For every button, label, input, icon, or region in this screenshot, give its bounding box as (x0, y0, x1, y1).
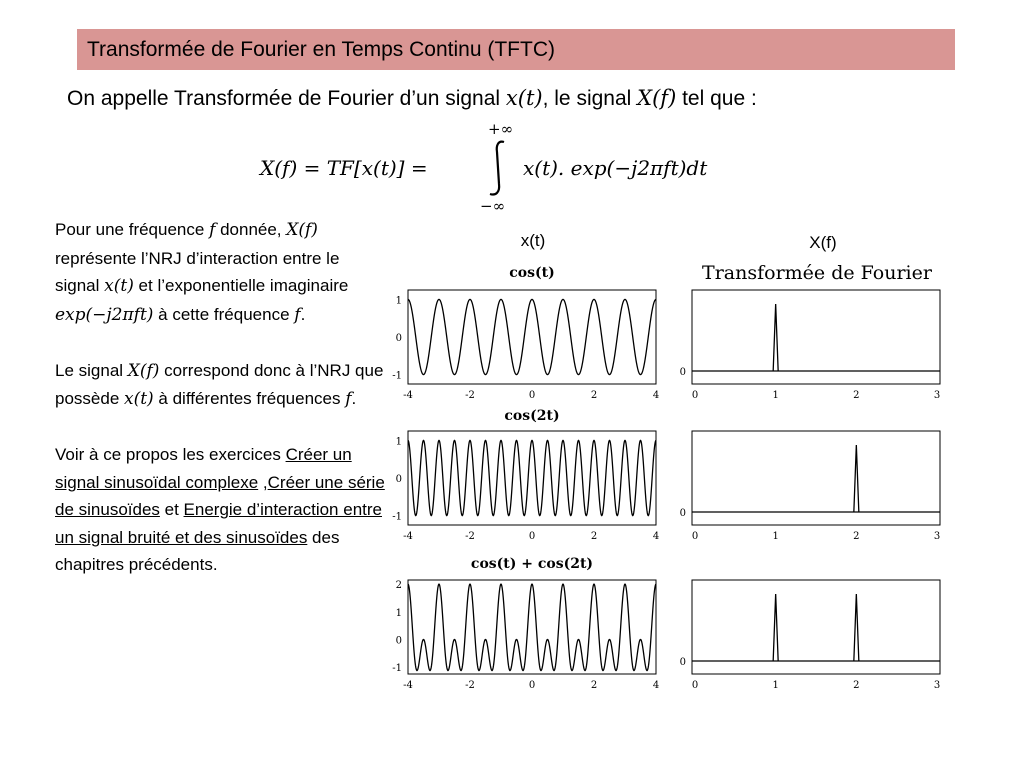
p2-var: x(t) (124, 389, 154, 409)
x-tick-label: -4 (403, 531, 413, 542)
p2-text: à différentes fréquences (153, 389, 346, 408)
formula-lhs: X(f) = TF[x(t)] = (260, 156, 428, 180)
y-tick-label: 0 (395, 474, 402, 485)
spectrum-peak (854, 445, 859, 512)
signal-curve (408, 440, 656, 515)
x-tick-label: 3 (933, 390, 941, 401)
x-tick-label: 1 (772, 390, 779, 401)
p1-var: f (209, 220, 216, 240)
p2-text: Le signal (55, 360, 128, 380)
y-tick-label: 0 (679, 508, 686, 519)
paragraph-2 (55, 357, 385, 414)
left-plot-title: cos(t) + cos(2t) (470, 556, 594, 572)
x-tick-label: -4 (403, 680, 413, 691)
y-tick-label: 0 (679, 657, 686, 668)
x-tick-label: 0 (528, 680, 536, 691)
p2-var: X(f) (127, 360, 160, 381)
link-creer-serie-sinusoides[interactable]: Créer une série de sinusoïdes (55, 472, 385, 519)
p2-var: f (345, 389, 352, 409)
intro-var-xf: X(f) (637, 86, 677, 110)
y-tick-label: -1 (392, 370, 402, 382)
p2-text: correspond donc à l’NRJ que possède (55, 360, 384, 408)
integral-upper-bound: +∞ (488, 120, 514, 138)
link-energie-interaction[interactable]: Energie d’interaction entre un signal bruité et des sinusoïdes (55, 500, 382, 547)
y-tick-label: 2 (395, 580, 402, 592)
paragraph-3 (55, 441, 385, 579)
p3-text: Voir à ce propos les exercices (55, 445, 286, 464)
x-tick-label: -2 (465, 390, 475, 401)
x-tick-label: 0 (691, 390, 699, 401)
y-tick-label: 0 (395, 635, 402, 647)
x-tick-label: -2 (465, 531, 475, 542)
y-tick-label: 0 (679, 367, 686, 378)
p1-var: exp(−j2πft) (55, 304, 154, 325)
x-tick-label: 1 (772, 531, 779, 542)
x-tick-label: 0 (528, 531, 536, 542)
right-plot-frame (692, 580, 940, 674)
x-tick-label: -2 (465, 680, 475, 691)
x-tick-label: 0 (691, 680, 699, 691)
integral-sign-icon (478, 138, 518, 198)
right-column-header: X(f) (809, 233, 837, 252)
x-tick-label: 3 (933, 531, 941, 542)
fourier-formula (0, 120, 1024, 215)
p1-text: Pour une fréquence (55, 220, 210, 239)
right-plot-title: Transformée de Fourier (702, 262, 932, 284)
intro-text-2: , le signal (542, 87, 638, 110)
y-tick-label: 1 (395, 295, 402, 307)
right-plot-frame (692, 431, 940, 525)
integral-lower-bound: −∞ (480, 197, 506, 215)
x-tick-label: 1 (772, 680, 779, 691)
left-plot-title: cos(t) (509, 265, 555, 281)
spectrum-peak (854, 594, 859, 661)
fourier-figure (385, 222, 965, 702)
link-creer-signal-sinusoidal-complexe[interactable]: Créer un signal sinusoïdal complexe (55, 445, 352, 492)
y-tick-label: -1 (392, 511, 402, 523)
plot-layer (392, 265, 940, 691)
p3-text: , (258, 472, 268, 492)
y-tick-label: 0 (395, 333, 402, 344)
signal-curve (408, 584, 656, 670)
x-tick-label: 2 (590, 680, 598, 691)
x-tick-label: 2 (853, 680, 860, 691)
slide-title-bar (77, 29, 955, 70)
x-tick-label: 3 (933, 680, 941, 691)
y-tick-label: -1 (392, 663, 402, 675)
x-tick-label: 2 (590, 390, 598, 401)
slide-title: Transformée de Fourier en Temps Continu (TFTC) (87, 38, 555, 61)
p1-text: et l’exponentielle imaginaire (133, 276, 349, 295)
intro-text-3: tel que : (676, 87, 757, 110)
formula-integrand: x(t). exp(−j2πft)dt (523, 156, 708, 180)
p1-text: représente l’NRJ d’interaction entre le signal (55, 248, 340, 295)
x-tick-label: 0 (528, 390, 536, 401)
paragraph-1 (55, 216, 385, 329)
left-plot-title: cos(2t) (504, 408, 560, 424)
left-column-header: x(t) (520, 231, 546, 250)
intro-sentence (67, 86, 757, 111)
p1-text: . (300, 304, 306, 324)
p1-text: donnée, (215, 220, 287, 239)
spectrum-peak (773, 594, 778, 661)
x-tick-label: 0 (691, 531, 699, 542)
x-tick-label: 4 (652, 390, 660, 401)
p1-var: x(t) (104, 276, 134, 296)
p1-var: f (294, 304, 301, 325)
p1-text: à cette fréquence (153, 304, 295, 324)
x-tick-label: 4 (652, 531, 660, 542)
x-tick-label: 2 (853, 531, 860, 542)
x-tick-label: 2 (590, 531, 598, 542)
x-tick-label: 4 (652, 680, 660, 691)
p3-text: et (159, 500, 184, 519)
p3-text: des chapitres précédents. (55, 527, 340, 574)
left-plot-frame (408, 290, 656, 384)
intro-var-xt: x(t) (505, 86, 543, 110)
signal-curve (408, 299, 656, 374)
right-plot-frame (692, 290, 940, 384)
y-tick-label: 1 (395, 607, 402, 619)
x-tick-label: -4 (403, 390, 413, 401)
p2-text: . (351, 389, 357, 408)
spectrum-peak (773, 304, 778, 371)
y-tick-label: 1 (395, 436, 402, 448)
x-tick-label: 2 (853, 390, 860, 401)
p1-var: X(f) (286, 220, 318, 240)
explanation-text (55, 216, 385, 606)
intro-text-1: On appelle Transformée de Fourier d’un signal (67, 87, 506, 110)
